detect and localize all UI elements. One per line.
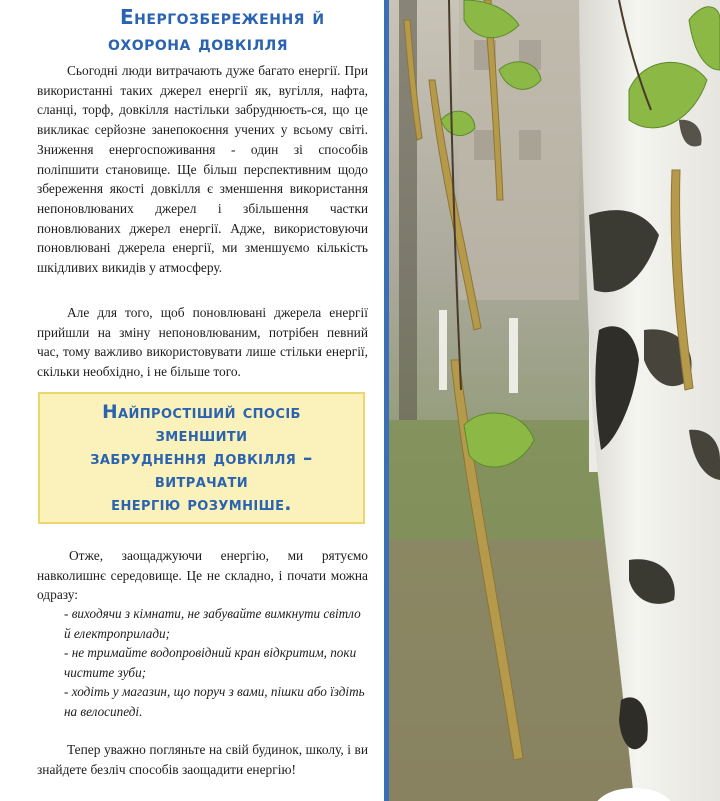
birch-tree-photo [389, 0, 720, 801]
page-title [60, 4, 380, 56]
callout-line-5: енергію розумніше. [111, 493, 292, 515]
callout-line-1: Найпростіший спосіб [102, 401, 301, 423]
title-line-1: Енергозбереження й [120, 5, 325, 29]
callout-line-4: витрачати [154, 470, 249, 492]
closing-paragraph [37, 740, 368, 779]
callout-line-2: зменшити [155, 424, 248, 446]
list-item: - ходіть у магазин, що поруч з вами, пішки або їздіть на велосипеді. [64, 684, 365, 719]
title-line-2: охорона довкілля [108, 31, 289, 55]
tips-intro-text: Отже, заощаджуючи енергію, ми рятуємо навколишнє середовище. Це не складно, і почати можна одразу: [37, 548, 368, 603]
second-paragraph [37, 303, 368, 382]
intro-paragraph [37, 61, 368, 278]
tips-list [64, 604, 368, 722]
tips-intro-paragraph [37, 546, 368, 605]
callout-line-3: забруднення довкілля – [90, 447, 313, 469]
highlight-callout [38, 392, 365, 524]
list-item: - не тримайте водопровідний кран відкритим, поки чистите зуби; [64, 645, 357, 680]
list-item: - виходячи з кімнати, не забувайте вимкнути світло й електроприлади; [64, 606, 361, 641]
second-paragraph-text: Але для того, щоб поновлювані джерела енергії прийшли на зміну непоновлюваним, потрібен певний час, тому важливо використовувати лише стільки енергії, скільки необхідно, і не більше того. [37, 305, 368, 380]
closing-paragraph-text: Тепер уважно погляньте на свій будинок, школу, і ви знайдете безліч способів заощадити енергію! [37, 742, 368, 777]
intro-paragraph-text: Сьогодні люди витрачають дуже багато енергії. При використанні таких джерел енергії як, вугілля, нафта, сланці, торф, довкілля настільки забруднюєть-ся, що це викликає серйозне занепокоєння учених у всьому світі. Зниження енергоспоживання - один зі способів поліпшити становище. Ще більш перспективним щодо збереження якості довкілля є зменшення використання непоновлюваних джерел і збільшення частки поновлюваних джерел енергії. Адже, використовуючи поновлювані джерела енергії, ми зменшуємо кількість шкідливих викидів у атмосферу. [37, 63, 368, 276]
